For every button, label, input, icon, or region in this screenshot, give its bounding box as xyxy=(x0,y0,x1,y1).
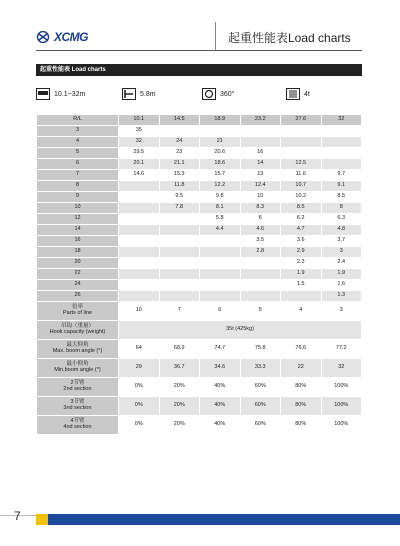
row-label-cn: 3节臂 xyxy=(70,399,85,406)
table-cell: 3.6 xyxy=(281,236,322,247)
table-cell: 6 xyxy=(240,214,281,225)
spec-radius-value: 5.8m xyxy=(140,90,156,98)
hook-capacity-value: 35t (425kg) xyxy=(119,321,362,340)
table-cell: 2.9 xyxy=(281,247,322,258)
boom-length-header: 32 xyxy=(321,115,362,126)
table-cell: 1.5 xyxy=(281,280,322,291)
table-cell: 12.5 xyxy=(281,159,322,170)
table-cell: 8 xyxy=(321,203,362,214)
table-cell: 32 xyxy=(321,359,362,378)
radius-cell: 24 xyxy=(37,280,119,291)
table-header-row xyxy=(37,115,362,126)
table-cell: 36.7 xyxy=(159,359,200,378)
table-cell xyxy=(159,236,200,247)
table-cell xyxy=(159,269,200,280)
brand-name: XCMG xyxy=(54,30,88,44)
table-cell: 20% xyxy=(159,416,200,435)
table-cell: 68.9 xyxy=(159,340,200,359)
boom-length-header: 18.9 xyxy=(200,115,241,126)
table-cell: 100% xyxy=(321,397,362,416)
table-cell: 7.8 xyxy=(159,203,200,214)
row-label-cn: 4节臂 xyxy=(70,418,85,425)
table-cell: 76.6 xyxy=(281,340,322,359)
table-cell: 21.1 xyxy=(159,159,200,170)
radius-cell: 18 xyxy=(37,247,119,258)
row-label-en: 2nd section xyxy=(63,386,92,392)
table-cell: 20.6 xyxy=(200,148,241,159)
spec-counterweight xyxy=(286,88,310,100)
table-cell: 60% xyxy=(240,378,281,397)
table-cell: 14.6 xyxy=(119,170,160,181)
table-cell: 34.6 xyxy=(200,359,241,378)
table-cell xyxy=(281,126,322,137)
table-cell xyxy=(240,280,281,291)
table-cell: 16 xyxy=(240,148,281,159)
boom-length-header: 27.6 xyxy=(281,115,322,126)
section-row xyxy=(37,416,362,435)
section-title: 起重性能表 Load charts xyxy=(36,64,362,76)
table-cell: 1.9 xyxy=(281,269,322,280)
table-row xyxy=(37,170,362,181)
table-cell xyxy=(321,159,362,170)
table-cell: 8.3 xyxy=(240,203,281,214)
table-cell: 4.6 xyxy=(240,225,281,236)
table-row xyxy=(37,225,362,236)
spec-counterweight-value: 4t xyxy=(304,90,310,98)
row-label xyxy=(37,359,119,378)
min-boom-angle-row xyxy=(37,359,362,378)
table-cell: 24 xyxy=(159,137,200,148)
table-cell: 0% xyxy=(119,397,160,416)
table-cell: 40% xyxy=(200,397,241,416)
row-label-en: Max. boom angle (°) xyxy=(52,348,103,354)
table-cell: 10.7 xyxy=(281,181,322,192)
row-label-cn: 最大仰角 xyxy=(66,342,89,349)
table-cell xyxy=(200,291,241,302)
table-cell: 10 xyxy=(240,192,281,203)
spec-slewing xyxy=(202,88,234,100)
table-cell: 7 xyxy=(159,302,200,321)
row-label-cn: 吊钩（重量） xyxy=(60,323,94,330)
table-cell xyxy=(119,236,160,247)
table-cell: 6 xyxy=(200,302,241,321)
table-cell: 20.1 xyxy=(119,159,160,170)
table-cell xyxy=(281,137,322,148)
table-cell xyxy=(281,148,322,159)
table-cell xyxy=(119,280,160,291)
table-cell xyxy=(119,225,160,236)
table-cell xyxy=(119,258,160,269)
slewing-icon xyxy=(202,88,216,100)
table-cell: 12.2 xyxy=(200,181,241,192)
table-cell: 77.2 xyxy=(321,340,362,359)
section-row xyxy=(37,397,362,416)
table-cell: 2.8 xyxy=(240,247,281,258)
table-cell: 6.3 xyxy=(321,214,362,225)
table-cell: 100% xyxy=(321,378,362,397)
table-row xyxy=(37,192,362,203)
table-cell: 100% xyxy=(321,416,362,435)
boom-length-header: 10.1 xyxy=(119,115,160,126)
table-cell xyxy=(119,192,160,203)
table-row xyxy=(37,247,362,258)
table-cell xyxy=(119,247,160,258)
table-cell: 1.6 xyxy=(321,280,362,291)
row-label-en: Hook capacity (weight) xyxy=(49,329,106,335)
load-chart-table xyxy=(36,114,362,435)
header-rule xyxy=(36,50,362,51)
page-number: 7 xyxy=(14,509,21,523)
table-cell: 4.4 xyxy=(200,225,241,236)
table-cell xyxy=(321,137,362,148)
table-cell: 40% xyxy=(200,378,241,397)
row-label xyxy=(37,378,119,397)
table-cell: 80% xyxy=(281,416,322,435)
table-cell: 35 xyxy=(119,126,160,137)
spec-boom-length xyxy=(36,88,85,100)
table-cell: 10 xyxy=(119,302,160,321)
row-label xyxy=(37,340,119,359)
spec-slewing-value: 360° xyxy=(220,90,235,98)
table-row xyxy=(37,269,362,280)
table-cell: 15.7 xyxy=(200,170,241,181)
table-cell: 29 xyxy=(119,359,160,378)
boom-length-icon xyxy=(36,88,50,100)
table-cell: 12.4 xyxy=(240,181,281,192)
table-cell: 0% xyxy=(119,416,160,435)
table-cell xyxy=(240,126,281,137)
table-cell: 33.3 xyxy=(240,359,281,378)
radius-cell: 12 xyxy=(37,214,119,225)
radius-cell: 5 xyxy=(37,148,119,159)
table-cell: 0% xyxy=(119,378,160,397)
footer-yellow-block xyxy=(36,514,48,525)
table-cell: 23 xyxy=(159,148,200,159)
table-cell xyxy=(240,137,281,148)
table-cell xyxy=(240,258,281,269)
table-cell: 74.7 xyxy=(200,340,241,359)
radius-cell: 14 xyxy=(37,225,119,236)
spec-boom-length-value: 10.1~32m xyxy=(54,90,86,98)
table-cell: 9.5 xyxy=(159,192,200,203)
table-cell: 9.7 xyxy=(321,170,362,181)
radius-cell: 10 xyxy=(37,203,119,214)
table-row xyxy=(37,126,362,137)
table-cell: 5.8 xyxy=(200,214,241,225)
radius-icon xyxy=(122,88,136,100)
table-cell: 20% xyxy=(159,397,200,416)
table-cell: 9.8 xyxy=(200,192,241,203)
radius-cell: 20 xyxy=(37,258,119,269)
radius-cell: 16 xyxy=(37,236,119,247)
table-cell xyxy=(240,269,281,280)
table-cell xyxy=(321,148,362,159)
table-cell: 22 xyxy=(281,359,322,378)
table-cell: 20% xyxy=(159,378,200,397)
header-divider xyxy=(215,22,216,50)
table-cell: 60% xyxy=(240,397,281,416)
table-row xyxy=(37,148,362,159)
row-label-en: 4nd section xyxy=(63,424,92,430)
page-title: 起重性能表Load charts xyxy=(228,31,351,45)
table-cell: 8.1 xyxy=(200,203,241,214)
row-label xyxy=(37,302,119,321)
table-cell: 40% xyxy=(200,416,241,435)
radius-cell: 22 xyxy=(37,269,119,280)
table-cell xyxy=(200,247,241,258)
table-cell: 1.3 xyxy=(321,291,362,302)
boom-length-header: 14.5 xyxy=(159,115,200,126)
table-row xyxy=(37,280,362,291)
corner-cell: R/L xyxy=(37,115,119,126)
radius-cell: 3 xyxy=(37,126,119,137)
table-cell: 21 xyxy=(200,137,241,148)
parts-of-line-row xyxy=(37,302,362,321)
radius-cell: 6 xyxy=(37,159,119,170)
row-label-cn: 2节臂 xyxy=(70,380,85,387)
table-cell: 8.5 xyxy=(321,192,362,203)
table-cell xyxy=(200,280,241,291)
table-cell: 11.8 xyxy=(159,181,200,192)
row-label-en: Min.boom angle (°) xyxy=(54,367,101,373)
spec-strip xyxy=(36,88,362,106)
table-cell xyxy=(200,126,241,137)
table-cell: 32 xyxy=(119,137,160,148)
table-cell: 80% xyxy=(281,378,322,397)
radius-cell: 9 xyxy=(37,192,119,203)
table-cell: 2.4 xyxy=(321,258,362,269)
spec-radius xyxy=(122,88,156,100)
table-cell xyxy=(159,247,200,258)
table-cell xyxy=(240,291,281,302)
table-cell xyxy=(200,269,241,280)
table-row xyxy=(37,159,362,170)
footer-blue-block xyxy=(48,514,400,525)
table-row xyxy=(37,291,362,302)
footer-color-bar xyxy=(36,514,400,525)
radius-cell: 4 xyxy=(37,137,119,148)
table-cell xyxy=(119,181,160,192)
table-row xyxy=(37,236,362,247)
table-row xyxy=(37,203,362,214)
table-cell: 3.5 xyxy=(240,236,281,247)
table-cell xyxy=(119,269,160,280)
row-label xyxy=(37,397,119,416)
table-cell xyxy=(159,291,200,302)
row-label-en: Parts of line xyxy=(62,310,93,316)
xcmg-logo-icon xyxy=(36,31,50,43)
table-cell xyxy=(119,291,160,302)
table-cell xyxy=(159,126,200,137)
table-cell: 29.5 xyxy=(119,148,160,159)
row-label-en: 3nd section xyxy=(63,405,92,411)
table-cell xyxy=(119,214,160,225)
table-cell: 18.6 xyxy=(200,159,241,170)
table-cell xyxy=(159,258,200,269)
counterweight-icon xyxy=(286,88,300,100)
brand-logo xyxy=(36,30,88,44)
table-cell: 80% xyxy=(281,397,322,416)
row-label-cn: 最小仰角 xyxy=(66,361,89,368)
radius-cell: 7 xyxy=(37,170,119,181)
table-cell: 6.2 xyxy=(281,214,322,225)
table-cell xyxy=(281,291,322,302)
table-cell: 4 xyxy=(281,302,322,321)
table-cell xyxy=(119,203,160,214)
radius-cell: 8 xyxy=(37,181,119,192)
table-cell: 3 xyxy=(321,247,362,258)
table-row xyxy=(37,181,362,192)
table-cell: 4.7 xyxy=(281,225,322,236)
table-row xyxy=(37,258,362,269)
table-cell: 2.3 xyxy=(281,258,322,269)
section-row xyxy=(37,378,362,397)
table-cell xyxy=(159,214,200,225)
hook-capacity-row xyxy=(37,321,362,340)
table-cell: 9.1 xyxy=(321,181,362,192)
row-label-cn: 倍率 xyxy=(71,304,83,311)
table-cell xyxy=(200,258,241,269)
table-cell: 60% xyxy=(240,416,281,435)
table-cell: 8.5 xyxy=(281,203,322,214)
table-cell xyxy=(159,280,200,291)
table-row xyxy=(37,137,362,148)
table-cell: 75.8 xyxy=(240,340,281,359)
table-cell: 11.6 xyxy=(281,170,322,181)
table-cell xyxy=(159,225,200,236)
max-boom-angle-row xyxy=(37,340,362,359)
table-cell: 15.3 xyxy=(159,170,200,181)
table-cell xyxy=(321,126,362,137)
radius-cell: 26 xyxy=(37,291,119,302)
table-cell: 64 xyxy=(119,340,160,359)
table-cell: 5 xyxy=(240,302,281,321)
table-cell: 13 xyxy=(240,170,281,181)
table-cell: 1.9 xyxy=(321,269,362,280)
table-cell: 3 xyxy=(321,302,362,321)
row-label xyxy=(37,416,119,435)
table-row xyxy=(37,214,362,225)
boom-length-header: 23.2 xyxy=(240,115,281,126)
row-label xyxy=(37,321,119,340)
table-cell: 4.8 xyxy=(321,225,362,236)
table-cell: 3.7 xyxy=(321,236,362,247)
table-cell: 14 xyxy=(240,159,281,170)
table-cell: 10.2 xyxy=(281,192,322,203)
table-cell xyxy=(200,236,241,247)
